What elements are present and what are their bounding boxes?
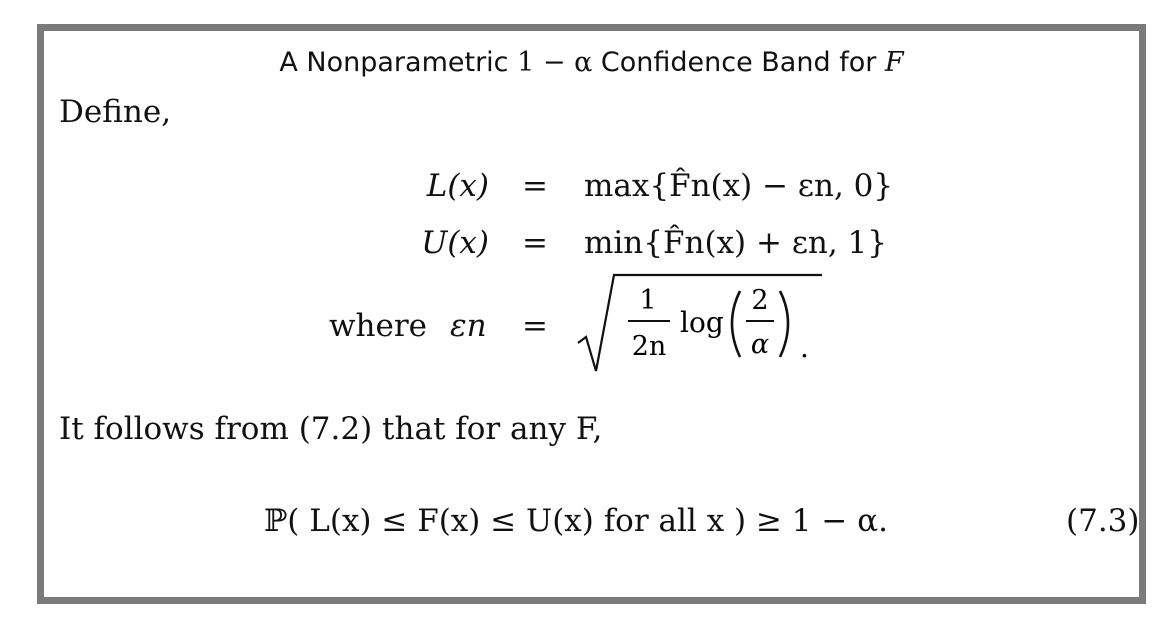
- right-paren: [780, 291, 788, 357]
- eq2-lhs: U(x): [421, 225, 489, 261]
- frac1-num: 1: [639, 285, 657, 316]
- log-word: log: [680, 306, 724, 339]
- eq2-equals: =: [522, 225, 548, 261]
- epsilon-formula: [574, 271, 844, 381]
- frac2-num: 2: [751, 285, 769, 316]
- eq1-lhs: L(x): [426, 168, 489, 204]
- eq1-rhs: max{F̂n(x) − εn, 0}: [584, 168, 894, 204]
- left-paren: [732, 291, 740, 357]
- frac1-den: 2n: [631, 331, 667, 362]
- where-word: where: [329, 308, 428, 344]
- follows-text: It follows from (7.2) that for any F,: [59, 411, 603, 447]
- frac2-den: α: [750, 329, 770, 360]
- box-title: A Nonparametric 1 − α Confidence Band for F: [279, 47, 904, 78]
- main-inequality: ℙ( L(x) ≤ F(x) ≤ U(x) for all x ) ≥ 1 − α.: [264, 503, 888, 539]
- eq1-equals: =: [522, 168, 548, 204]
- theorem-box: [37, 24, 1146, 604]
- equation-number: (7.3): [1066, 503, 1140, 539]
- eq3-equals: =: [522, 308, 548, 344]
- eq2-rhs: min{F̂n(x) + εn, 1}: [584, 225, 888, 261]
- eq3-lhs: εn: [450, 308, 487, 344]
- define-text: Define,: [59, 94, 172, 130]
- eq3-period: .: [800, 331, 809, 364]
